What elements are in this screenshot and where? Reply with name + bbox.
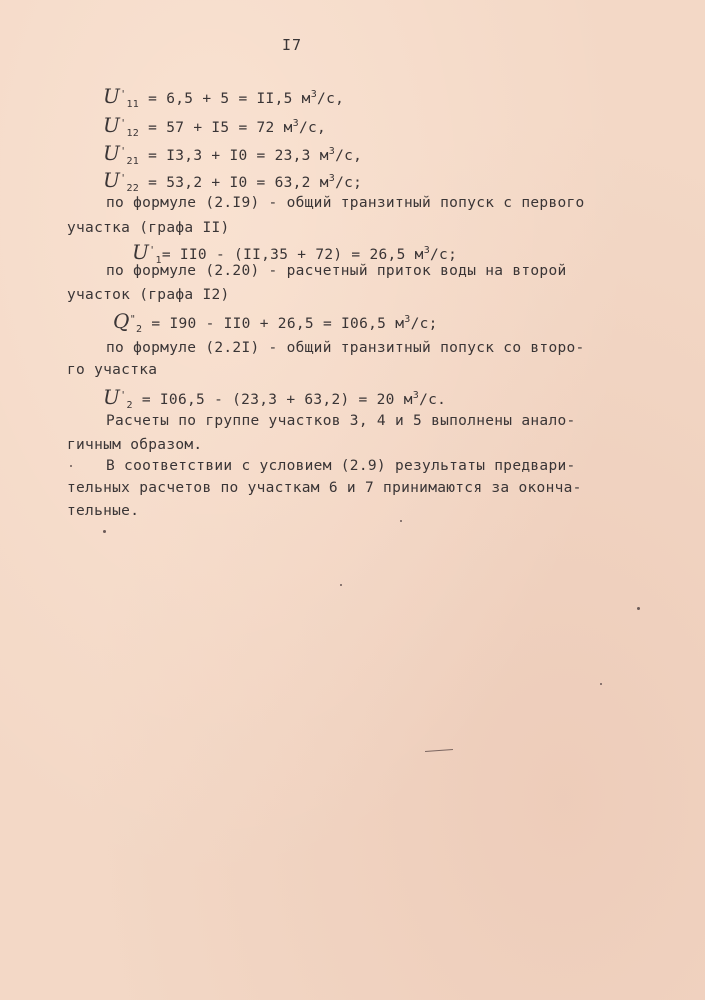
- paper-speck: [340, 584, 342, 586]
- paragraph-line: Расчеты по группе участков 3, 4 и 5 выполнены анало-: [106, 413, 576, 429]
- formula-u11: $U'_{11} = 6,5 + 5 = II,5$ $м^3/с$,: [103, 84, 345, 110]
- paragraph-line: тельных расчетов по участкам 6 и 7 принимаются за оконча-: [67, 480, 582, 496]
- text-line: го участка: [67, 362, 158, 378]
- text-line: по формуле (2.20) - расчетный приток воды на второй: [106, 263, 567, 279]
- formula-u22: $U'_{22} = 53,2 + I0 = 63,2$ $м^3/с$;: [103, 168, 363, 194]
- text-line: по формуле (2.2I) - общий транзитный попуск со второ-: [106, 340, 585, 356]
- formula-u1: $U'_1= II0 - (II,35 + 72) = 26,5$ $м^3/с$;: [132, 240, 458, 266]
- paper-speck: [637, 607, 640, 610]
- paper-speck: [103, 530, 106, 533]
- formula-q2: $Q^"_2 = I90 - II0 + 26,5 = I06,5$ $м^3/с$;: [113, 309, 438, 335]
- text-line: участка (графа II): [67, 220, 230, 236]
- text-line: участок (графа I2): [67, 287, 230, 303]
- paper-speck: [70, 465, 72, 467]
- paragraph-line: В соответствии с условием (2.9) результаты предвари-: [106, 458, 576, 474]
- formula-u12: $U'_{12} = 57 + I5 = 72$ $м^3/с$,: [103, 113, 327, 139]
- paper-mark: [425, 749, 453, 752]
- paper-speck: [600, 683, 602, 685]
- paragraph-line: тельные.: [67, 503, 140, 519]
- text-line: по формуле (2.I9) - общий транзитный попуск с первого: [106, 195, 585, 211]
- formula-u21: $U'_{21} = I3,3 + I0 = 23,3$ $м^3/с$,: [103, 141, 363, 167]
- formula-u2: $U'_2 = I06,5 - (23,3 + 63,2) = 20$ $м^3/с$.: [103, 385, 447, 411]
- paper-speck: [400, 520, 402, 522]
- paragraph-line: гичным образом.: [67, 437, 203, 453]
- page-number: I7: [282, 36, 303, 54]
